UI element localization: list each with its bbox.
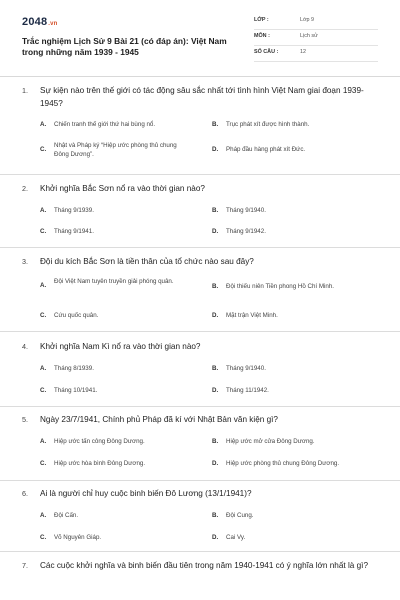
- option-letter: A.: [40, 121, 47, 128]
- option-text: Cai Vy.: [226, 534, 246, 541]
- question-number: 3.: [22, 257, 28, 266]
- question-number: 5.: [22, 415, 28, 424]
- logo-main: 2048: [22, 16, 48, 28]
- question-text: Khởi nghĩa Nam Kì nổ ra vào thời gian nào?: [40, 342, 201, 351]
- option-text: Hiệp ước tấn công Đông Dương.: [54, 438, 145, 445]
- option-letter: C.: [40, 534, 47, 541]
- option-text: Đội thiếu niên Tiền phong Hồ Chí Minh.: [226, 283, 335, 290]
- quiz-meta: [254, 14, 378, 62]
- option-text: Tháng 11/1942.: [226, 387, 269, 394]
- divider: [0, 551, 400, 552]
- option-text: Chiến tranh thế giới thứ hai bùng nổ.: [54, 121, 156, 128]
- option-letter: B.: [212, 121, 219, 128]
- page-title: Trắc nghiệm Lịch Sử 9 Bài 21 (có đáp án): Việt Nam trong những năm 1939 - 1945: [22, 36, 227, 57]
- option-letter: B.: [212, 283, 219, 290]
- meta-label: SỐ CÂU :: [254, 49, 279, 55]
- site-logo[interactable]: [22, 16, 58, 28]
- option-letter: C.: [40, 228, 47, 235]
- option-text: Hiệp ước phòng thủ chung Đông Dương.: [226, 460, 340, 467]
- option-text: Tháng 9/1941.: [54, 228, 94, 235]
- option-letter: D.: [212, 534, 219, 541]
- question-text: Khởi nghĩa Bắc Sơn nổ ra vào thời gian nào?: [40, 184, 205, 193]
- option-text: Cứu quốc quân.: [54, 312, 99, 319]
- option-letter: B.: [212, 438, 219, 445]
- divider: [0, 406, 400, 407]
- option-text: Tháng 9/1940.: [226, 207, 266, 214]
- meta-row-subject: [254, 30, 378, 46]
- logo-suffix: .vn: [48, 21, 58, 27]
- meta-row-class: [254, 14, 378, 30]
- option-letter: A.: [40, 365, 47, 372]
- divider: [0, 76, 400, 77]
- question-number: 2.: [22, 184, 28, 193]
- question-text: Các cuộc khởi nghĩa và binh biến đầu tiên trong năm 1940-1941 có ý nghĩa lớn nhất là gì?: [40, 561, 368, 570]
- divider: [0, 480, 400, 481]
- option-letter: B.: [212, 207, 219, 214]
- option-letter: A.: [40, 282, 47, 289]
- option-text: Võ Nguyên Giáp.: [54, 534, 102, 541]
- option-text: Nhật và Pháp ký “Hiệp ước phòng thủ chung Đông Dương”.: [54, 142, 177, 158]
- meta-label: MÔN :: [254, 33, 270, 39]
- option-text: Đội Việt Nam tuyên truyền giải phóng quân.: [54, 278, 174, 285]
- option-letter: B.: [212, 512, 219, 519]
- meta-value: Lịch sử: [300, 33, 318, 39]
- option-letter: C.: [40, 460, 47, 467]
- option-letter: C.: [40, 312, 47, 319]
- divider: [0, 331, 400, 332]
- meta-value: 12: [300, 49, 306, 55]
- question-text: Đội du kích Bắc Sơn là tiền thân của tổ chức nào sau đây?: [40, 257, 254, 266]
- option-text: Hiệp ước mở cửa Đông Dương.: [226, 438, 315, 445]
- option-text: Mặt trận Việt Minh.: [226, 312, 278, 319]
- option-letter: D.: [212, 460, 219, 467]
- option-letter: D.: [212, 146, 219, 153]
- option-letter: D.: [212, 228, 219, 235]
- meta-row-count: [254, 46, 378, 62]
- option-text: Tháng 10/1941.: [54, 387, 98, 394]
- option-letter: D.: [212, 312, 219, 319]
- option-letter: B.: [212, 365, 219, 372]
- question-number: 6.: [22, 489, 28, 498]
- meta-label: LỚP :: [254, 17, 269, 23]
- option-letter: A.: [40, 207, 47, 214]
- option-text: Hiệp ước hòa bình Đông Dương.: [54, 460, 146, 467]
- question-text: Ngày 23/7/1941, Chính phủ Pháp đã kí với Nhật Bản văn kiện gì?: [40, 415, 278, 424]
- meta-value: Lớp 9: [300, 17, 315, 23]
- question-number: 7.: [22, 561, 28, 570]
- option-text: Tháng 9/1942.: [226, 228, 266, 235]
- option-letter: C.: [40, 146, 47, 153]
- option-letter: C.: [40, 387, 47, 394]
- option-letter: A.: [40, 438, 47, 445]
- option-text: Trục phát xít được hình thành.: [226, 121, 310, 128]
- question-number: 4.: [22, 342, 28, 351]
- divider: [0, 247, 400, 248]
- option-text: Pháp đầu hàng phát xít Đức.: [226, 146, 306, 153]
- page-header: [22, 14, 378, 74]
- option-letter: D.: [212, 387, 219, 394]
- option-text: Đội Cấn.: [54, 512, 79, 519]
- option-text: Đội Cung.: [226, 512, 254, 519]
- question-text: Ai là người chỉ huy cuộc binh biến Đô Lương (13/1/1941)?: [40, 489, 252, 498]
- question-number: 1.: [22, 86, 28, 95]
- option-text: Tháng 8/1939.: [54, 365, 94, 372]
- option-text: Tháng 9/1939.: [54, 207, 94, 214]
- option-letter: A.: [40, 512, 47, 519]
- question-text: Sự kiện nào trên thế giới có tác động sâu sắc nhất tới tình hình Việt Nam giai đoạn 1939-1945?: [40, 86, 364, 108]
- option-text: Tháng 9/1940.: [226, 365, 266, 372]
- divider: [0, 174, 400, 175]
